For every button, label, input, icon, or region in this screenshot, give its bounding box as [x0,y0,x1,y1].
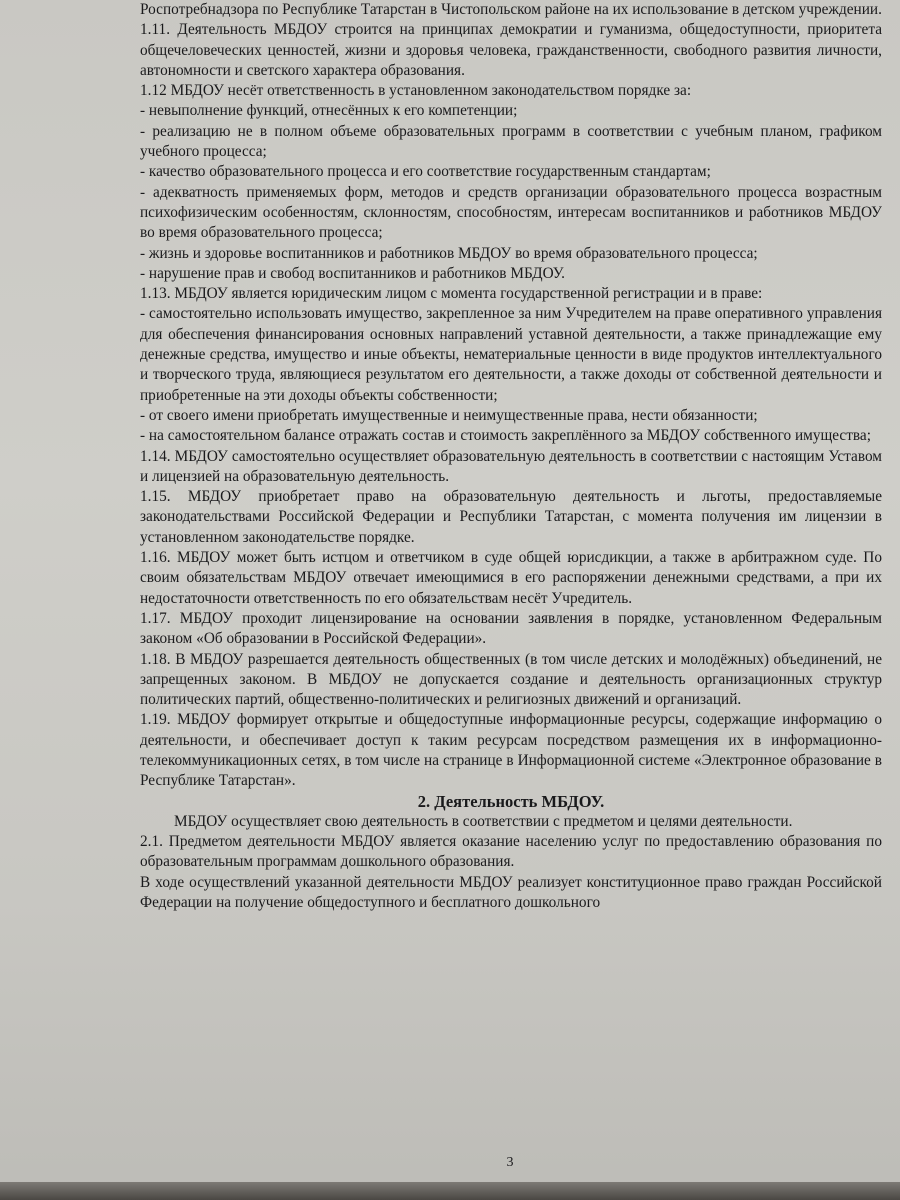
list-item: - качество образовательного процесса и его соответствие государственным стандартам; [140,163,711,181]
paragraph-1-17: 1.17. МБДОУ проходит лицензирование на основании заявления в порядке, установленном Федеральным законом «Об образовании в Российской Федерации». [140,609,882,648]
list-item: - от своего имени приобретать имущественные и неимущественные права, нести обязанности; [140,406,758,424]
paragraph-1-14: 1.14. МБДОУ самостоятельно осуществляет образовательную деятельность в соответствии с настоящим Уставом и лицензией на образовательную деятельность. [140,447,882,485]
list-item: - нарушение прав и свобод воспитанников и работников МБДОУ. [140,264,565,282]
section-heading: 2. Деятельность МБДОУ. [417,791,605,811]
section-intro: МБДОУ осуществляет свою деятельность в соответствии с предметом и целями деятельности. [174,812,793,830]
list-item: - адекватность применяемых форм, методов и средств организации образовательного процесса возрастным психофизическим особенностям, склонностям, способностям, интересам воспитанников и работников МБДОУ во время образовательного процесса; [140,183,882,242]
list-item: - самостоятельно использовать имущество, закрепленное за ним Учредителем на праве оперативного управления для обеспечения финансирования основных направлений уставной деятельности, а также принадлежащие ему денежные средства, имущество и иные объекты, нематериальные ценности в виде продуктов интеллектуального и творческого труда, являющиеся результатом его деятельности, а также доходы от собственной деятельности и приобретенные на эти доходы объекты собственности; [140,305,882,404]
paragraph-1-19: 1.19. МБДОУ формирует открытые и общедоступные информационные ресурсы, содержащие информацию о деятельности, и обеспечивает доступ к таким ресурсам посредством размещения их в информационно-телекоммуникационных сетях, в том числе на странице в Информационной системе «Электронное образование в Республике Татарстан». [140,711,882,790]
paragraph-1-13: 1.13. МБДОУ является юридическим лицом с момента государственной регистрации и в праве: [140,285,763,303]
list-item: - жизнь и здоровье воспитанников и работников МБДОУ во время образовательного процесса; [140,244,758,262]
page-number: 3 [506,1155,514,1170]
table-edge [0,1182,900,1200]
paragraph-1-15: 1.15. МБДОУ приобретает право на образовательную деятельность и льготы, предоставляемые законодательствами Российской Федерации и Республики Татарстан, с момента получения им лицензии в установленном законодательстве порядке. [140,488,882,546]
paragraph-1-18: 1.18. В МБДОУ разрешается деятельность общественных (в том числе детских и молодёжных) объединений, не запрещенных законом. В МБДОУ не допускается создание и деятельность организационных структур политических партий, общественно-политических и религиозных движений и организаций. [140,650,882,709]
paragraph: Роспотребнадзора по Республике Татарстан в Чистопольском районе на их использование в детском учреждении. [140,1,882,18]
list-item: - реализацию не в полном объеме образовательных программ в соответствии с учебным планом, графиком учебного процесса; [140,122,882,161]
paragraph-1-16: 1.16. МБДОУ может быть истцом и ответчиком в суде общей юрисдикции, а также в арбитражном суде. По своим обязательствам МБДОУ отвечает имеющимися в его распоряжении денежными средствами, а при их недостаточности ответственность по его обязательствам несёт Учредитель. [140,549,882,607]
page-text [140,0,882,913]
paragraph: В ходе осуществлений указанной деятельности МБДОУ реализует конституционное право граждан Российской Федерации на получение общедоступного и бесплатного дошкольного [140,873,882,912]
list-item: - на самостоятельном балансе отражать состав и стоимость закреплённого за МБДОУ собственного имущества; [140,427,871,445]
paragraph-1-12: 1.12 МБДОУ несёт ответственность в установленном законодательством порядке за: [140,82,692,100]
paragraph-1-11: 1.11. Деятельность МБДОУ строится на принципах демократии и гуманизма, общедоступности, приоритета общечеловеческих ценностей, жизни и здоровья человека, гражданственности, свободного развития личности, автономности и светского характера образования. [140,21,882,79]
paragraph-2-1: 2.1. Предметом деятельности МБДОУ является оказание населению услуг по предоставлению образования по образовательным программам дошкольного образования. [140,833,882,871]
list-item: - невыполнение функций, отнесённых к его компетенции; [140,102,518,120]
